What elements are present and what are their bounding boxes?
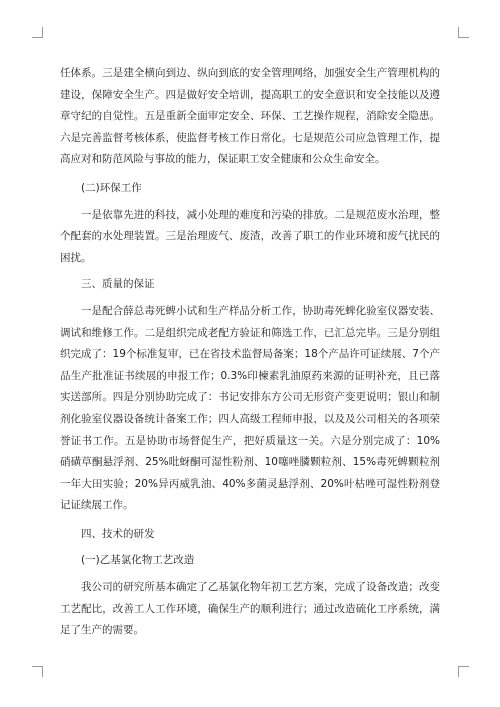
heading-technology-rd: 四、技术的研发 <box>81 527 155 540</box>
paragraph-ethyl-chloride-process: 我公司的研究所基本确定了乙基氯化物年初工艺方案，完成了设备改造；改变工艺配比，改善工人工作环境，确保生产的顺利进行；通过改造硫化工序系统，满足了生产的需要。 <box>60 581 440 637</box>
heading-environmental-work: (二)环保工作 <box>81 181 142 194</box>
heading-ethyl-chloride-process: (一)乙基氯化物工艺改造 <box>81 554 195 567</box>
corner-mark-bottom-left <box>32 666 43 677</box>
paragraph-environmental-work: 一是依靠先进的科技，减小处理的难度和污染的排放。二是规范废水治理，整个配套的水处理装置。三是治理废气、废渣，改善了职工的作业环境和废气扰民的困扰。 <box>60 208 440 264</box>
heading-quality-assurance: 三、质量的保证 <box>81 278 155 291</box>
corner-mark-top-left <box>32 27 43 38</box>
document-body <box>60 63 440 642</box>
corner-mark-bottom-right <box>458 666 469 677</box>
corner-mark-top-right <box>458 27 469 38</box>
paragraph-quality-assurance: 一是配合薛总毒死蜱小试和生产样品分析工作，协助毒死蜱化验室仪器安装、调试和维修工作。二是组织完成老配方验证和筛选工作，已汇总完毕。三是分别组织完成了：19个标准复审，已在省技术监督局备案；18个产品许可证续展、7个产品生产批准证书续展的申报工作；0.3%印楝素乳油原药来源的证明补充，且已落实送部所。四是分别协助完成了：书记安排东方公司无形资产变更说明；银山和制剂化验室仪器设备统计备案工作；四人高级工程师申报，以及及公司相关的各项荣誉证书工作。五是协助市场督促生产，把好质量这一关。六是分别完成了：10%硝磺草酮悬浮剂、25%吡蚜酮可湿性粉剂、10噻唑膦颗粒剂、15%毒死蜱颗粒剂一年大田实验；20%异丙威乳油、40%多菌灵悬浮剂、20%叶枯唑可湿性粉剂登记证续展工作。 <box>60 304 440 512</box>
paragraph-safety-continued: 任体系。三是建全横向到边、纵向到底的安全管理网络，加强安全生产管理机构的建设，保障安全生产。四是做好安全培训，提高职工的安全意识和安全技能以及遵章守纪的自觉性。五是重新全面审定安全、环保、工艺操作规程，消除安全隐患。六是完善监督考核体系，使监督考核工作日常化。七是规范公司应急管理工作，提高应对和防范风险与事故的能力，保证职工安全健康和公众生命安全。 <box>60 67 440 166</box>
